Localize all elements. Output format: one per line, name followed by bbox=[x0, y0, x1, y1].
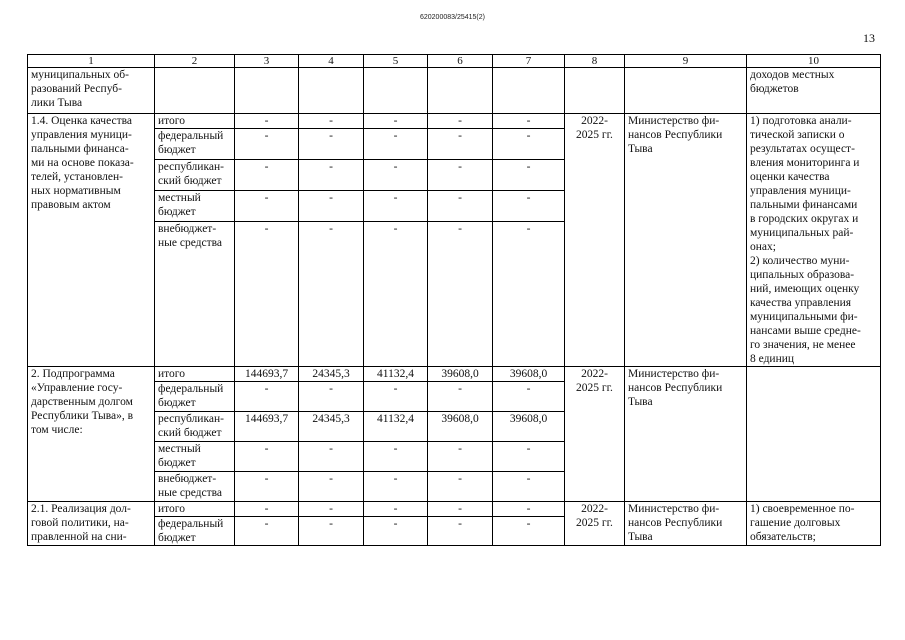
amount-cell: - bbox=[428, 222, 493, 367]
amount-cell: - bbox=[428, 502, 493, 517]
amount-cell: - bbox=[364, 222, 428, 367]
amount-cell: - bbox=[364, 442, 428, 472]
amount-cell: - bbox=[299, 129, 364, 160]
table-row bbox=[28, 502, 881, 517]
amount-cell: - bbox=[493, 472, 565, 502]
amount-cell: 24345,3 bbox=[299, 412, 364, 442]
amount-cell: - bbox=[428, 160, 493, 191]
amount-cell: - bbox=[364, 160, 428, 191]
period-cell: 2022- 2025 гг. bbox=[565, 114, 625, 367]
amount-cell: - bbox=[428, 442, 493, 472]
amount-cell: 39608,0 bbox=[428, 367, 493, 382]
col-header: 3 bbox=[235, 55, 299, 68]
amount-cell: - bbox=[428, 517, 493, 546]
table-row bbox=[28, 114, 881, 129]
col-header: 1 bbox=[28, 55, 155, 68]
activity-name-cell: 2. Подпрограмма «Управление госу- дарственным долгом Республики Тыва», в том числе: bbox=[28, 367, 155, 502]
col-header: 9 bbox=[625, 55, 747, 68]
amount-cell: - bbox=[235, 114, 299, 129]
activity-name-cell: 2.1. Реализация дол- говой политики, на- правленной на сни- bbox=[28, 502, 155, 546]
amount-cell: - bbox=[235, 382, 299, 412]
col-header: 10 bbox=[747, 55, 881, 68]
amount-cell: - bbox=[364, 472, 428, 502]
amount-cell: - bbox=[299, 160, 364, 191]
amount-cell: - bbox=[493, 160, 565, 191]
funding-source-cell: итого bbox=[155, 367, 235, 382]
amount-cell: - bbox=[299, 222, 364, 367]
funding-source-cell: итого bbox=[155, 114, 235, 129]
amount-cell: - bbox=[299, 517, 364, 546]
amount-cell: - bbox=[235, 129, 299, 160]
amount-cell: - bbox=[428, 472, 493, 502]
amount-cell: - bbox=[364, 382, 428, 412]
col-header: 5 bbox=[364, 55, 428, 68]
funding-source-cell: федеральный бюджет bbox=[155, 382, 235, 412]
amount-cell: - bbox=[299, 502, 364, 517]
amount-cell: - bbox=[493, 191, 565, 222]
amount-cell: - bbox=[428, 129, 493, 160]
amount-cell: 144693,7 bbox=[235, 367, 299, 382]
funding-source-cell: республикан- ский бюджет bbox=[155, 412, 235, 442]
amount-cell: - bbox=[299, 472, 364, 502]
document-id: 620200083/25415(2) bbox=[419, 14, 485, 21]
result-cell bbox=[747, 367, 881, 502]
amount-cell: 41132,4 bbox=[364, 367, 428, 382]
amount-cell: - bbox=[235, 160, 299, 191]
result-cell: 1) подготовка анали- тической записки о результатах осущест- вления мониторинга и оценки качества управления муници- пальными финансами в городских округах и муниципальных рай- онах; 2) количество муни- ципальных образова- ний, имеющих оценку качества управления муниципальными фи- нансами выше средне- го значения, не менее 8 единиц bbox=[747, 114, 881, 367]
amount-cell: - bbox=[493, 129, 565, 160]
amount-cell: - bbox=[493, 502, 565, 517]
amount-cell: - bbox=[235, 191, 299, 222]
header-row bbox=[28, 55, 881, 68]
amount-cell: - bbox=[299, 191, 364, 222]
executor-cell: Министерство фи- нансов Республики Тыва bbox=[625, 367, 747, 502]
amount-cell: 39608,0 bbox=[428, 412, 493, 442]
amount-cell: 144693,7 bbox=[235, 412, 299, 442]
col-header: 2 bbox=[155, 55, 235, 68]
amount-cell: - bbox=[235, 517, 299, 546]
funding-source-cell: местный бюджет bbox=[155, 442, 235, 472]
amount-cell: 39608,0 bbox=[493, 367, 565, 382]
col-header: 4 bbox=[299, 55, 364, 68]
amount-cell: 41132,4 bbox=[364, 412, 428, 442]
amount-cell: - bbox=[364, 191, 428, 222]
amount-cell: - bbox=[235, 442, 299, 472]
program-table bbox=[27, 54, 881, 546]
funding-source-cell: внебюджет- ные средства bbox=[155, 222, 235, 367]
result-cell: доходов местных бюджетов bbox=[747, 68, 881, 114]
period-cell: 2022- 2025 гг. bbox=[565, 502, 625, 546]
period-cell: 2022- 2025 гг. bbox=[565, 367, 625, 502]
amount-cell: - bbox=[428, 191, 493, 222]
amount-cell: - bbox=[364, 129, 428, 160]
amount-cell: - bbox=[364, 517, 428, 546]
col-header: 6 bbox=[428, 55, 493, 68]
page-number: 13 bbox=[863, 31, 875, 45]
activity-name-cell: муниципальных об- разований Респуб- лики Тыва bbox=[28, 68, 155, 114]
amount-cell: - bbox=[493, 517, 565, 546]
table-row bbox=[28, 367, 881, 382]
col-header: 8 bbox=[565, 55, 625, 68]
amount-cell: - bbox=[364, 502, 428, 517]
activity-name-cell: 1.4. Оценка качества управления муници- пальными финанса- ми на основе показа- телей, установлен- ных нормативным правовым актом bbox=[28, 114, 155, 367]
amount-cell: - bbox=[235, 222, 299, 367]
col-header: 7 bbox=[493, 55, 565, 68]
amount-cell: - bbox=[235, 472, 299, 502]
funding-source-cell: внебюджет- ные средства bbox=[155, 472, 235, 502]
amount-cell: - bbox=[493, 382, 565, 412]
amount-cell: 24345,3 bbox=[299, 367, 364, 382]
funding-source-cell: итого bbox=[155, 502, 235, 517]
executor-cell: Министерство фи- нансов Республики Тыва bbox=[625, 114, 747, 367]
amount-cell: - bbox=[493, 222, 565, 367]
amount-cell: - bbox=[299, 382, 364, 412]
funding-source-cell: федеральный бюджет bbox=[155, 517, 235, 546]
funding-source-cell: республикан- ский бюджет bbox=[155, 160, 235, 191]
result-cell: 1) своевременное по- гашение долговых обязательств; bbox=[747, 502, 881, 546]
funding-source-cell: федеральный бюджет bbox=[155, 129, 235, 160]
amount-cell: - bbox=[364, 114, 428, 129]
amount-cell: 39608,0 bbox=[493, 412, 565, 442]
amount-cell: - bbox=[493, 442, 565, 472]
executor-cell: Министерство фи- нансов Республики Тыва bbox=[625, 502, 747, 546]
continuation-row bbox=[28, 68, 881, 114]
amount-cell: - bbox=[493, 114, 565, 129]
amount-cell: - bbox=[428, 382, 493, 412]
amount-cell: - bbox=[235, 502, 299, 517]
amount-cell: - bbox=[299, 442, 364, 472]
amount-cell: - bbox=[428, 114, 493, 129]
funding-source-cell: местный бюджет bbox=[155, 191, 235, 222]
amount-cell: - bbox=[299, 114, 364, 129]
